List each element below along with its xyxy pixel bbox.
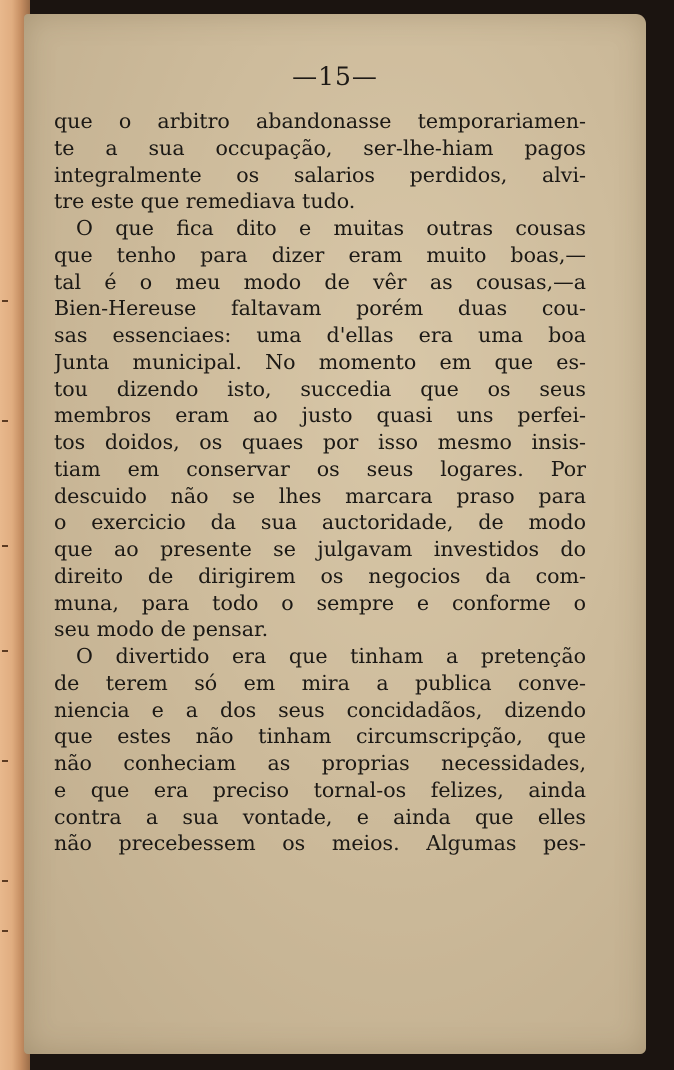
text-line: tou dizendo isto, succedia que os seus: [54, 376, 586, 401]
edge-mark: [2, 930, 8, 932]
edge-mark: [2, 545, 8, 547]
text-line: que ao presente se julgavam investidos do: [54, 537, 586, 561]
text-line: de terem só em mira a publica conve-: [54, 670, 586, 695]
text-line: Junta municipal. No momento em que es-: [54, 349, 586, 374]
edge-mark: [2, 760, 8, 762]
text-line: O que fica dito e muitas outras cousas: [76, 216, 586, 240]
text-line: não conheciam as proprias necessidades,: [54, 751, 586, 775]
text-line: membros eram ao justo quasi uns perfei-: [54, 403, 586, 428]
body-text: [54, 108, 586, 857]
text-line: niencia e a dos seus concidadãos, dizendo: [54, 697, 586, 722]
text-line: que o arbitro abandonasse temporariamen-: [54, 109, 586, 133]
text-line: seu modo de pensar.: [54, 617, 269, 642]
book-page: [24, 14, 646, 1054]
text-line: o exercicio da sua auctoridade, de modo: [54, 510, 586, 535]
text-line: que tenho para dizer eram muito boas,—: [54, 242, 586, 267]
text-line: contra a sua vontade, e ainda que elles: [54, 804, 586, 829]
text-line: tiam em conservar os seus logares. Por: [54, 456, 586, 481]
text-line: tos doidos, os quaes por isso mesmo insis-: [54, 430, 586, 454]
text-line: e que era preciso tornal-os felizes, ainda: [54, 777, 586, 802]
text-line: direito de dirigirem os negocios da com-: [54, 563, 586, 588]
text-line: O divertido era que tinham a pretenção: [76, 644, 586, 668]
text-line: tre este que remediava tudo.: [54, 189, 356, 214]
text-line: muna, para todo o sempre e conforme o: [54, 590, 586, 615]
text-line: descuido não se lhes marcara praso para: [54, 483, 586, 508]
text-line: não precebessem os meios. Algumas pes-: [54, 831, 586, 856]
edge-mark: [2, 300, 8, 302]
text-line: tal é o meu modo de vêr as cousas,—a: [54, 269, 586, 294]
text-line: te a sua occupação, ser-lhe-hiam pagos: [54, 135, 586, 160]
text-line: integralmente os salarios perdidos, alvi-: [54, 162, 586, 187]
text-line: que estes não tinham circumscripção, que: [54, 724, 586, 749]
edge-mark: [2, 880, 8, 882]
edge-mark: [2, 420, 8, 422]
page-number: —15—: [292, 62, 378, 91]
edge-mark: [2, 650, 8, 652]
text-line: sas essenciaes: uma d'ellas era uma boa: [54, 323, 586, 347]
text-line: Bien-Hereuse faltavam porém duas cou-: [54, 296, 586, 321]
